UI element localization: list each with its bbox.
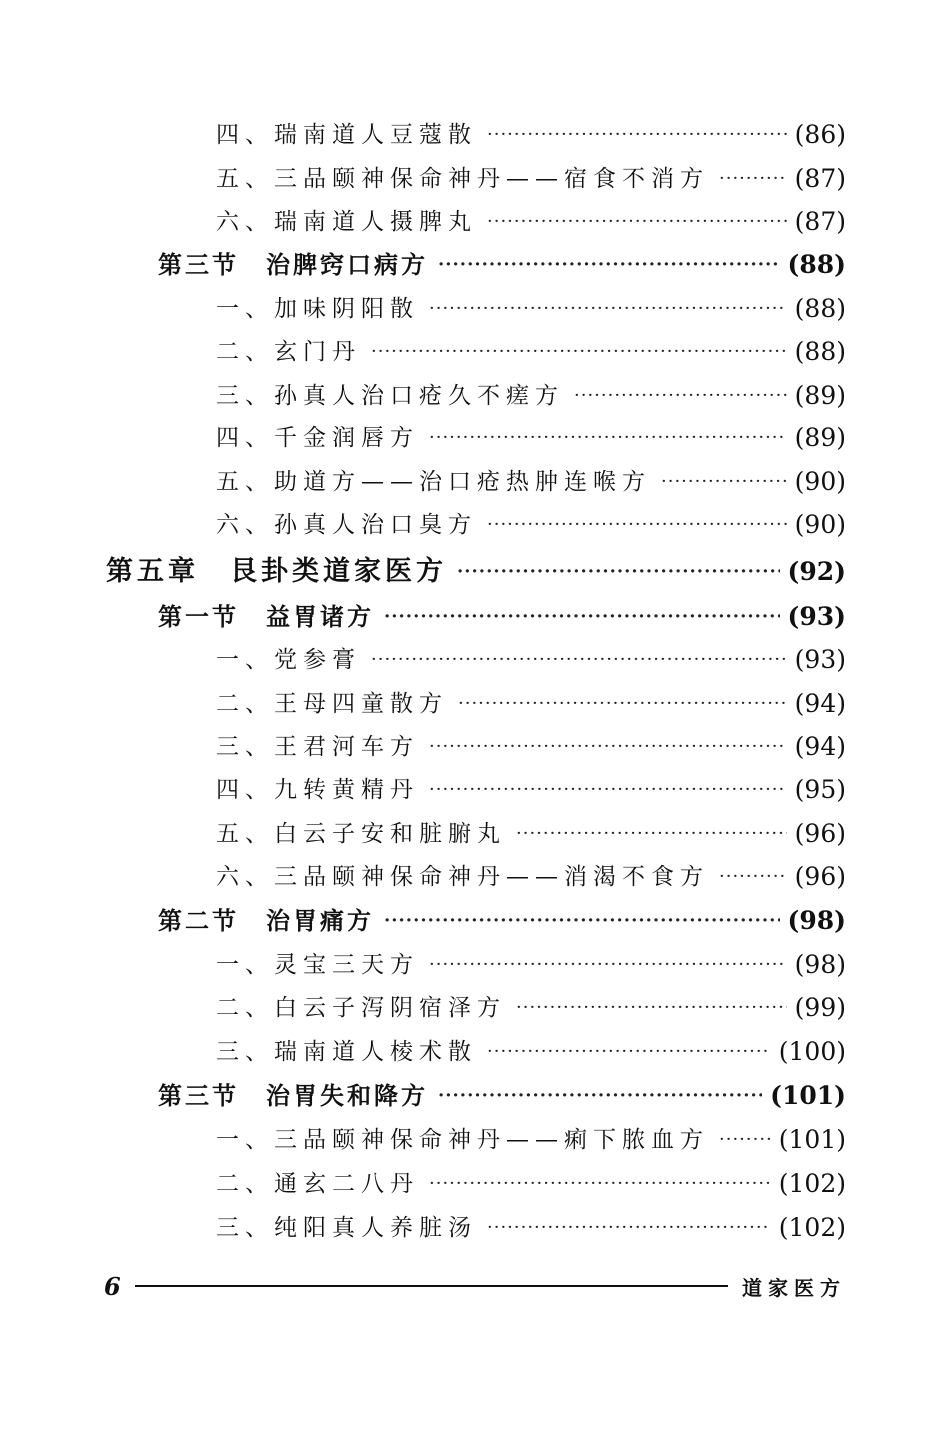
toc-entry (216, 376, 846, 416)
toc-entry (216, 1164, 846, 1204)
toc-entry (216, 159, 846, 199)
leader-dots (487, 202, 787, 242)
toc-entry-title: 三、孙真人治口疮久不瘥方 (216, 383, 564, 409)
toc-entry (216, 289, 846, 329)
toc-entry-page: (94) (794, 689, 846, 718)
leader-dots (487, 115, 787, 155)
footer-rule (135, 1285, 728, 1287)
toc-entry-page: (88) (787, 250, 846, 279)
toc-entry-title: 第三节 治脾窍口病方 (158, 250, 428, 279)
toc-entry-title: 五、助道方——治口疮热肿连喉方 (216, 469, 651, 495)
leader-dots (371, 640, 787, 680)
toc-entry (216, 462, 846, 502)
leader-dots (438, 1076, 762, 1116)
toc-entry-title: 第三节 治胃失和降方 (158, 1081, 428, 1110)
leader-dots (719, 857, 787, 897)
toc-entry-page: (102) (778, 1169, 846, 1198)
toc-entry-page: (100) (778, 1037, 846, 1066)
leader-dots (487, 1032, 771, 1072)
toc-entry (216, 1032, 846, 1072)
toc-entry-title: 二、白云子泻阴宿泽方 (216, 995, 506, 1021)
toc-entry-title: 四、九转黄精丹 (216, 777, 419, 803)
toc-entry (216, 505, 846, 545)
toc-entry-page: (86) (794, 120, 846, 149)
toc-entry-page: (92) (787, 557, 846, 586)
toc-entry-title: 一、党参膏 (216, 647, 361, 673)
leader-dots (516, 988, 787, 1028)
toc-entry-title: 一、灵宝三天方 (216, 952, 419, 978)
leader-dots (458, 684, 787, 724)
toc-entry (216, 1120, 846, 1160)
toc-entry-page: (98) (787, 906, 846, 935)
leader-dots (438, 245, 780, 285)
toc-entry-title: 三、瑞南道人棱术散 (216, 1039, 477, 1065)
toc-entry-title: 一、加味阴阳散 (216, 296, 419, 322)
toc-entry-page: (96) (794, 819, 846, 848)
toc-entry (216, 640, 846, 680)
toc-entry-title: 第二节 治胃痛方 (158, 906, 374, 935)
leader-dots (719, 159, 787, 199)
toc-entry-page: (89) (794, 423, 846, 452)
toc-entry (216, 988, 846, 1028)
toc-entry-page: (89) (794, 381, 846, 410)
toc-entry-page: (96) (794, 862, 846, 891)
book-title: 道家医方 (742, 1275, 846, 1300)
leader-dots (574, 376, 787, 416)
toc-entry (216, 814, 846, 854)
leader-dots (371, 332, 787, 372)
leader-dots (429, 289, 787, 329)
toc-entry (216, 115, 846, 155)
leader-dots (457, 552, 780, 592)
toc-entry-title: 一、三品颐神保命神丹——痢下脓血方 (216, 1127, 709, 1153)
toc-entry (216, 684, 846, 724)
toc-entry (216, 1208, 846, 1248)
leader-dots (429, 1164, 771, 1204)
toc-entry-title: 二、玄门丹 (216, 339, 361, 365)
toc-entry-title: 二、通玄二八丹 (216, 1171, 419, 1197)
toc-entry-title: 四、千金润唇方 (216, 425, 419, 451)
toc-entry-title: 三、纯阳真人养脏汤 (216, 1215, 477, 1241)
toc-section (158, 597, 846, 637)
leader-dots (429, 945, 787, 985)
leader-dots (487, 505, 787, 545)
leader-dots (384, 901, 780, 941)
leader-dots (487, 1208, 771, 1248)
toc-entry-title: 第五章 艮卦类道家医方 (106, 556, 447, 587)
toc-entry-page: (90) (794, 510, 846, 539)
page-footer (104, 1266, 846, 1306)
toc-entry-page: (88) (794, 337, 846, 366)
toc-entry-page: (90) (794, 467, 846, 496)
toc-entry (216, 945, 846, 985)
toc-entry (216, 418, 846, 458)
toc-entry-page: (94) (794, 732, 846, 761)
toc-entry-page: (102) (778, 1213, 846, 1242)
toc-entry-title: 六、瑞南道人摄脾丸 (216, 209, 477, 235)
toc-entry-page: (95) (794, 775, 846, 804)
toc-section (158, 901, 846, 941)
toc-entry-title: 六、三品颐神保命神丹——消渴不食方 (216, 864, 709, 890)
page-number: 6 (104, 1271, 121, 1301)
toc-entry-title: 第一节 益胃诸方 (158, 602, 374, 631)
toc-entry (216, 727, 846, 767)
leader-dots (429, 418, 787, 458)
leader-dots (429, 727, 787, 767)
toc-entry-title: 三、王君河车方 (216, 734, 419, 760)
toc-entry-page: (87) (794, 164, 846, 193)
toc-entry-page: (87) (794, 207, 846, 236)
toc-entry-title: 六、孙真人治口臭方 (216, 512, 477, 538)
toc-entry-page: (93) (794, 645, 846, 674)
toc-entry-title: 五、三品颐神保命神丹——宿食不消方 (216, 166, 709, 192)
leader-dots (429, 770, 787, 810)
toc-section (158, 245, 846, 285)
toc-entry (216, 202, 846, 242)
toc-entry-page: (88) (794, 294, 846, 323)
toc-chapter (106, 552, 846, 592)
leader-dots (384, 597, 780, 637)
toc-entry-page: (101) (770, 1081, 846, 1110)
toc-entry-title: 四、瑞南道人豆蔻散 (216, 122, 477, 148)
toc-entry-title: 五、白云子安和脏腑丸 (216, 821, 506, 847)
leader-dots (516, 814, 787, 854)
toc-entry-page: (98) (794, 950, 846, 979)
leader-dots (719, 1120, 771, 1160)
toc-section (158, 1076, 846, 1116)
toc-entry (216, 770, 846, 810)
leader-dots (661, 462, 787, 502)
toc-entry (216, 857, 846, 897)
toc-entry-title: 二、王母四童散方 (216, 691, 448, 717)
toc-entry-page: (99) (794, 993, 846, 1022)
toc-entry (216, 332, 846, 372)
toc-entry-page: (101) (778, 1125, 846, 1154)
toc-entry-page: (93) (787, 602, 846, 631)
